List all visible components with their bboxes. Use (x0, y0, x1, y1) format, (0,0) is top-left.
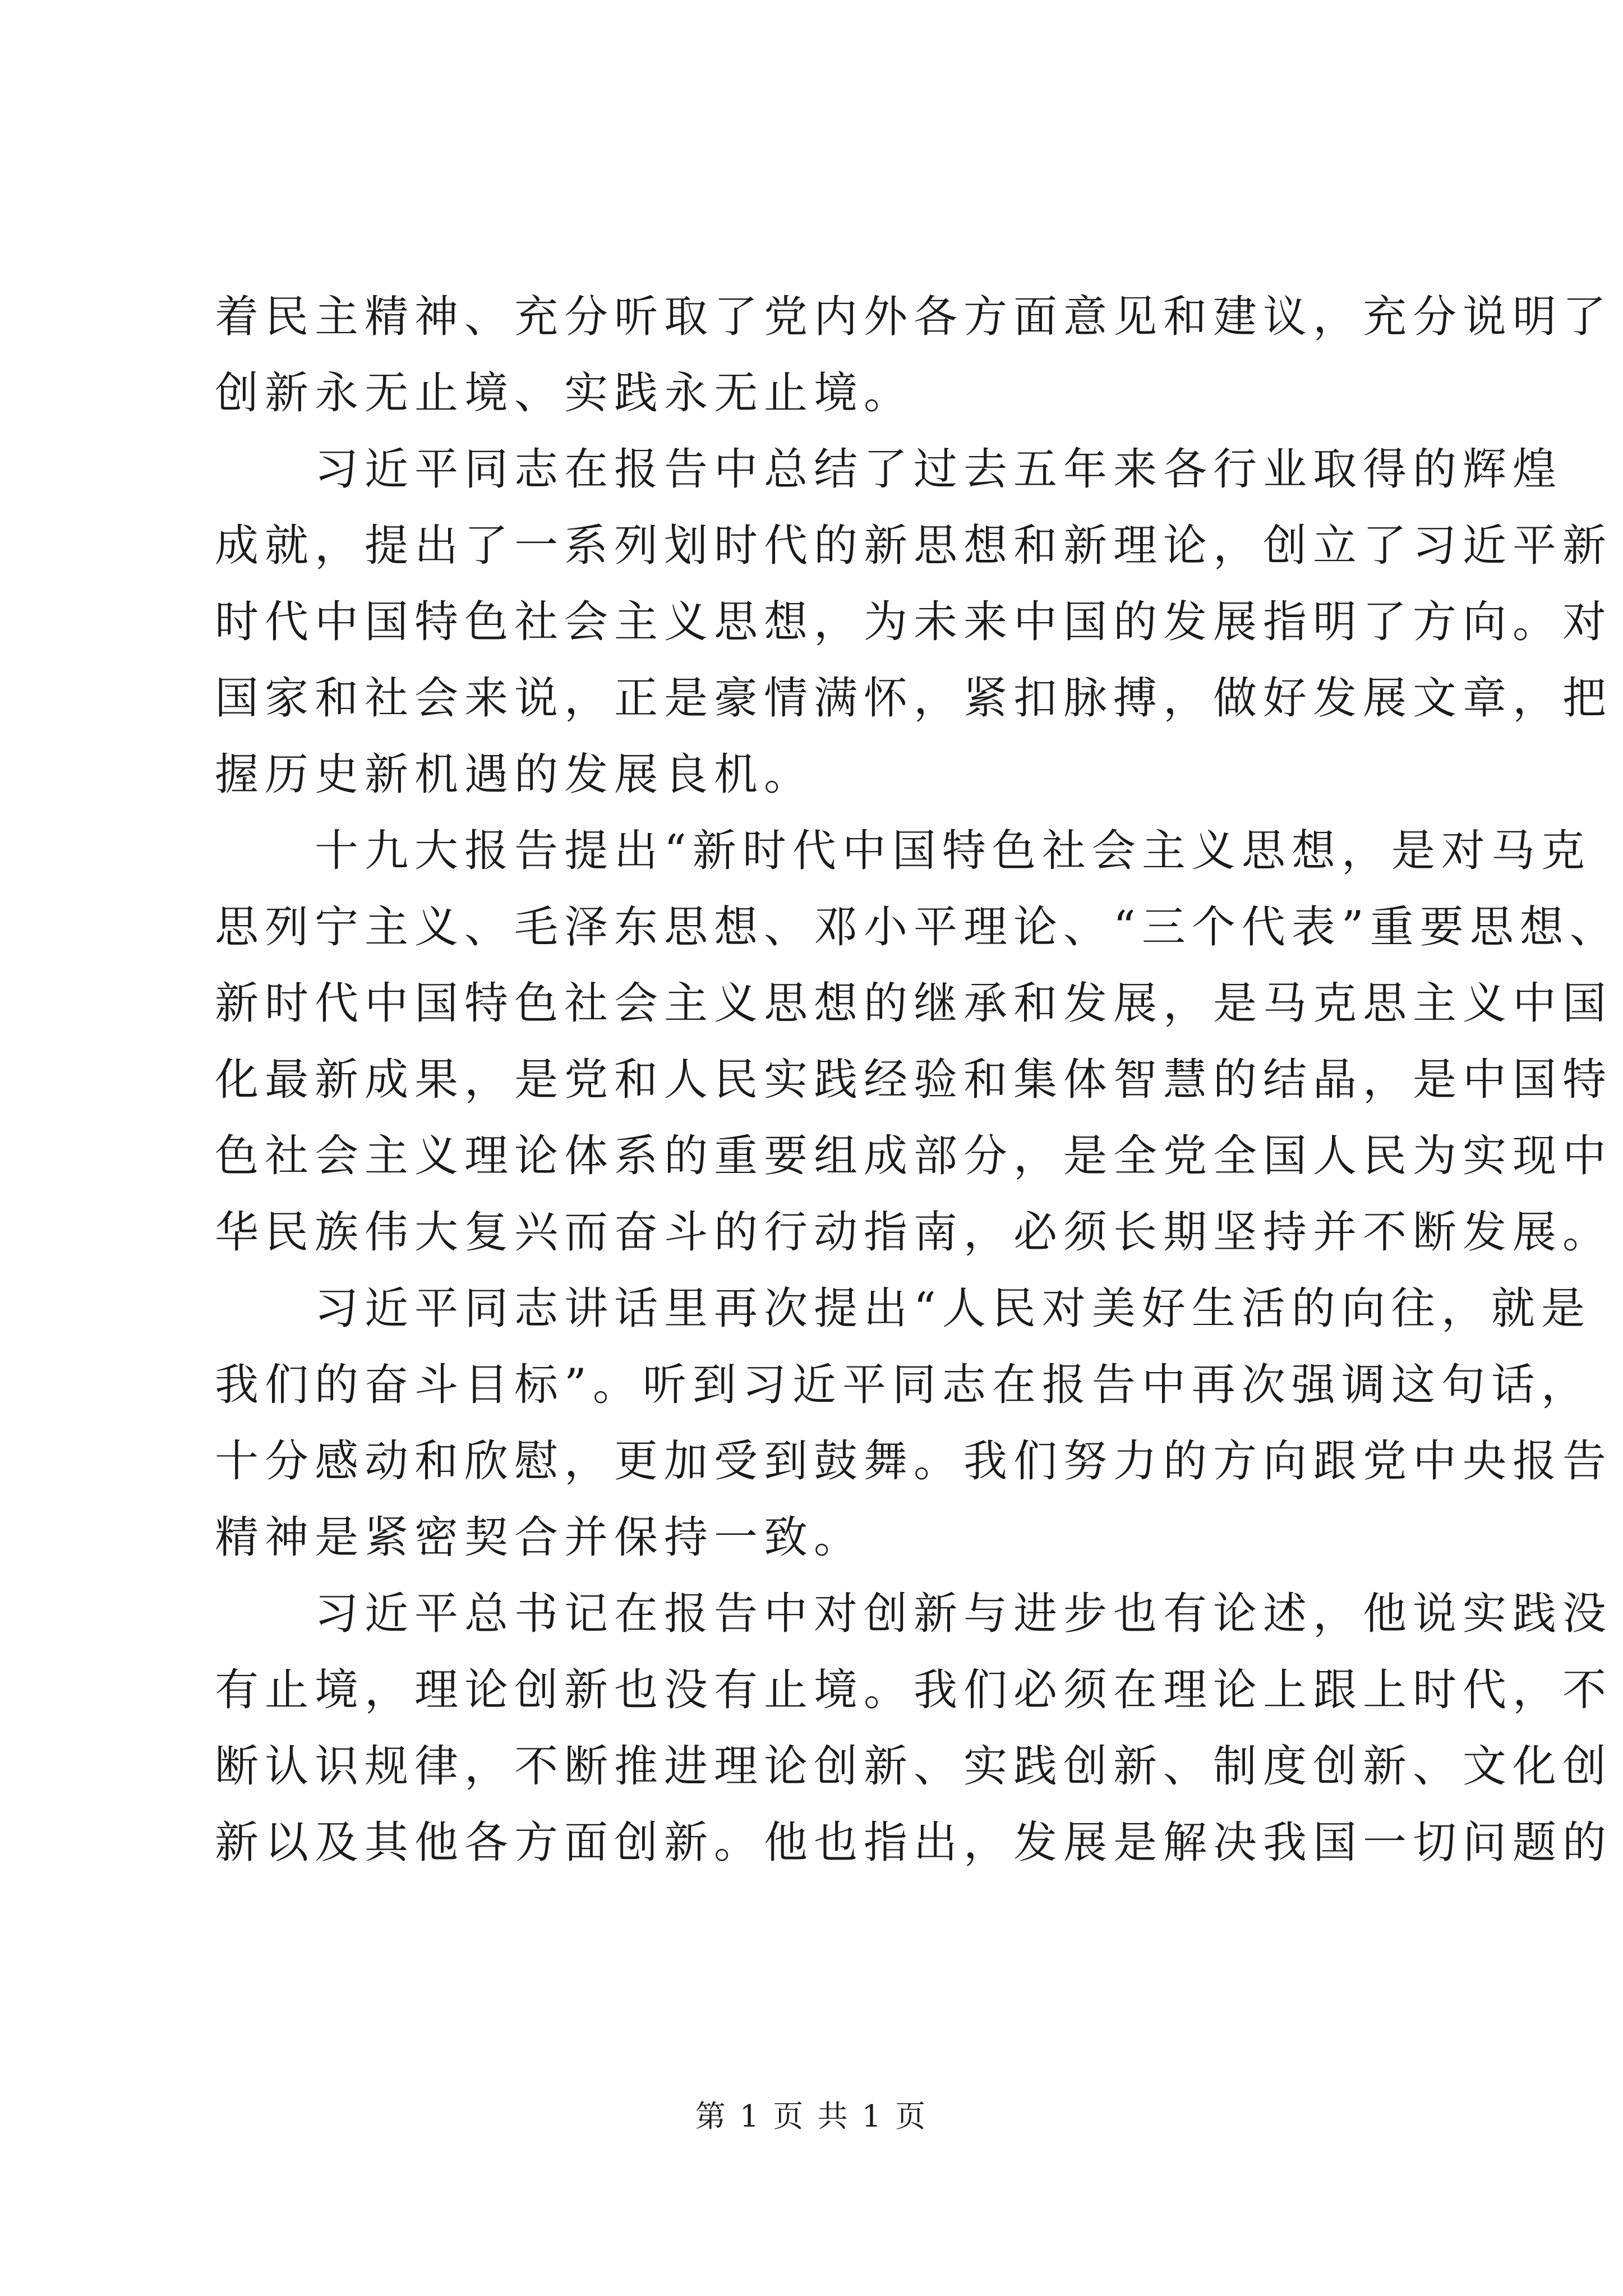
paragraph-3 (215, 813, 1620, 1271)
text-line: 十分感动和欣慰，更加受到鼓舞。我们努力的方向跟党中央报告 (215, 1436, 1613, 1487)
paragraph-4 (215, 1271, 1613, 1576)
paragraph-5 (215, 1576, 1613, 1881)
document-body (215, 279, 1620, 1881)
text-line: 思列宁主义、毛泽东思想、邓小平理论、“三个代表”重要思想、 (215, 902, 1620, 953)
text-line: 创新永无止境、实践永无止境。 (215, 368, 914, 418)
text-line: 国家和社会来说，正是豪情满怀，紧扣脉搏，做好发展文章，把 (215, 673, 1613, 724)
text-line: 时代中国特色社会主义思想，为未来中国的发展指明了方向。对 (215, 597, 1613, 647)
text-line: 习近平同志讲话里再次提出“人民对美好生活的向往，就是 (315, 1283, 1591, 1334)
text-line: 习近平同志在报告中总结了过去五年来各行业取得的辉煌 (315, 444, 1563, 495)
text-line: 色社会主义理论体系的重要组成部分，是全党全国人民为实现中 (215, 1131, 1613, 1181)
text-line: 华民族伟大复兴而奋斗的行动指南，必须长期坚持并不断发展。 (215, 1207, 1613, 1258)
text-line: 习近平总书记在报告中对创新与进步也有论述，他说实践没 (315, 1589, 1613, 1639)
paragraph-2 (215, 431, 1613, 813)
text-line: 断认识规律，不断推进理论创新、实践创新、制度创新、文化创 (215, 1741, 1613, 1792)
text-line: 新以及其他各方面创新。他也指出，发展是解决我国一切问题的 (215, 1818, 1613, 1868)
text-line: 十九大报告提出“新时代中国特色社会主义思想，是对马克 (315, 826, 1591, 876)
text-line: 成就，提出了一系列划时代的新思想和新理论，创立了习近平新 (215, 521, 1613, 571)
page-number-label: 第 1 页 共 1 页 (695, 2099, 928, 2134)
text-line: 我们的奋斗目标”。听到习近平同志在报告中再次强调这句话， (215, 1360, 1591, 1410)
text-line: 化最新成果，是党和人民实践经验和集体智慧的结晶，是中国特 (215, 1055, 1613, 1105)
text-line: 握历史新机遇的发展良机。 (215, 749, 814, 800)
paragraph-1 (215, 279, 1613, 431)
text-line: 有止境，理论创新也没有止境。我们必须在理论上跟上时代，不 (215, 1665, 1613, 1715)
text-line: 精神是紧密契合并保持一致。 (215, 1512, 864, 1563)
text-line: 着民主精神、充分听取了党内外各方面意见和建议，充分说明了 (215, 292, 1613, 342)
text-line: 新时代中国特色社会主义思想的继承和发展，是马克思主义中国 (215, 978, 1613, 1029)
page-footer (0, 2092, 1623, 2136)
